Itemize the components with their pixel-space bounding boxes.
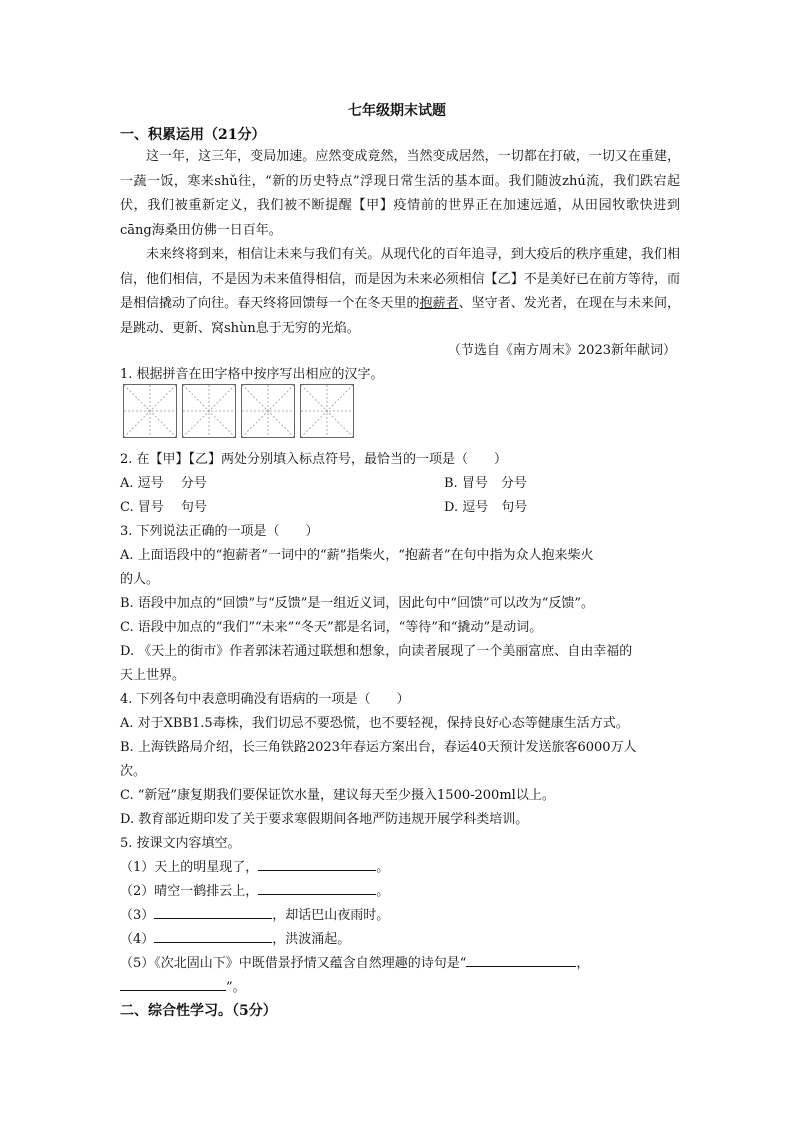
page-title: 七年级期末试题 (348, 103, 446, 119)
q5-text: （5）《次北固山下》中既借景抒情又蕴含自然理趣的诗句是“ (120, 956, 467, 971)
section-heading-1: 一、积累运用（21分） (120, 127, 266, 143)
q2-option-d[interactable]: D. 逗号 句号 (444, 500, 528, 515)
tianzige-cell[interactable] (300, 384, 354, 438)
q3-option-d-cont: 天上世界。 (120, 668, 186, 683)
passage-paragraph-2 (120, 243, 680, 341)
answer-blank[interactable] (258, 880, 376, 895)
question-4: 4. 下列各句中表意明确没有语病的一项是（ ） (120, 692, 410, 707)
q3-option-b[interactable]: B. 语段中加点的“回馈”与“反馈”是一组近义词，因此句中“回馈”可以改为“反馈”。 (120, 596, 594, 611)
passage-text: 未来终将到来，相信让未来与我们有关。从现代化的百年追寻，到大疫后的秩序重建，我们相信，他们相信，不是因为未来值得相信，而是因为未来必须相信【乙】不是美好已在前方等待，而是相信撬动了向往。春天终将回馈每一个在冬天里的 (120, 247, 680, 311)
question-1: 1. 根据拼音在田字格中按序写出相应的汉字。 (120, 367, 384, 382)
q5-item-4 (120, 928, 350, 947)
q5-text: ， (576, 956, 590, 971)
q5-item-3 (120, 904, 389, 923)
answer-blank[interactable] (154, 928, 272, 943)
q5-item-5 (120, 952, 589, 971)
q2-option-b[interactable]: B. 冒号 分号 (444, 476, 527, 491)
q5-text: （3） (120, 908, 155, 923)
tianzige-cell[interactable] (182, 384, 236, 438)
section-heading-2: 二、综合性学习。（5分） (120, 1003, 277, 1019)
q4-option-b-cont: 次。 (120, 764, 147, 779)
tianzige-cell[interactable] (123, 384, 177, 438)
q5-text: （2）晴空一鹤排云上， (120, 884, 259, 899)
passage-source: （节选自《南方周末》2023新年献词） (447, 343, 676, 358)
q4-option-d[interactable]: D. 教育部近期印发了关于要求寒假期间各地严防违规开展学科类培训。 (120, 812, 529, 827)
q2-option-c[interactable]: C. 冒号 句号 (120, 500, 207, 515)
q3-option-a-cont: 的人。 (120, 572, 160, 587)
underlined-word: 抱薪者 (419, 296, 459, 311)
q2-option-a[interactable]: A. 逗号 分号 (120, 476, 207, 491)
q4-option-a[interactable]: A. 对于XBB1.5毒株，我们切忌不要恐慌，也不要轻视，保持良好心态等健康生活方式。 (120, 716, 629, 731)
tianzige-grid (123, 384, 354, 438)
answer-blank[interactable] (258, 856, 376, 871)
q5-item-1 (120, 856, 389, 875)
q5-text: ，却话巴山夜雨时。 (272, 908, 390, 923)
q5-text: 。 (376, 860, 390, 875)
passage-text: 、坚守者、发光者，在现在与未来间，是跳动、更新、窝shùn息于无穷的光焰。 (120, 296, 680, 336)
answer-blank[interactable] (466, 952, 576, 967)
q4-option-c[interactable]: C. “新冠”康复期我们要保证饮水量，建议每天至少摄入1500-200ml以上。 (120, 788, 555, 803)
q5-item-2 (120, 880, 389, 899)
tianzige-cell[interactable] (241, 384, 295, 438)
q5-text: （4） (120, 932, 155, 947)
q5-item-5-cont (120, 976, 246, 995)
q3-option-d[interactable]: D. 《天上的街市》作者郭沫若通过联想和想象，向读者展现了一个美丽富庶、自由幸福的 (120, 644, 633, 659)
answer-blank[interactable] (120, 976, 226, 991)
q5-text: ，洪波涌起。 (272, 932, 351, 947)
q3-option-c[interactable]: C. 语段中加点的“我们”“未来”“冬天”都是名词，“等待”和“撬动”是动词。 (120, 620, 543, 635)
answer-blank[interactable] (154, 904, 272, 919)
q5-text: （1）天上的明星现了， (120, 860, 259, 875)
q3-option-a[interactable]: A. 上面语段中的“抱薪者”一词中的“薪”指柴火，“抱薪者”在句中指为众人抱来柴火 (120, 548, 594, 563)
q5-text: 。 (376, 884, 390, 899)
passage-paragraph-1: 这一年，这三年，变局加速。应然变成竟然，当然变成居然，一切都在打破，一切又在重建，一蔬一饭，寒来shǔ往，“新的历史特点”浮现日常生活的基本面。我们随波zhú流，我们跌宕起伏，我们被重新定义，我们被不断提醒【甲】疫情前的世界正在加速远遁，从田园牧歌快进到cāng海桑田仿佛一日百年。 (120, 149, 680, 238)
q5-text: ”。 (226, 980, 246, 995)
q4-option-b[interactable]: B. 上海铁路局介绍，长三角铁路2023年春运方案出台，春运40天预计发送旅客6000万人 (120, 740, 637, 755)
question-5: 5. 按课文内容填空。 (120, 836, 241, 851)
question-2: 2. 在【甲】【乙】两处分别填入标点符号，最恰当的一项是（ ） (120, 452, 508, 467)
question-3: 3. 下列说法正确的一项是（ ） (120, 524, 319, 539)
reading-passage (120, 145, 680, 341)
